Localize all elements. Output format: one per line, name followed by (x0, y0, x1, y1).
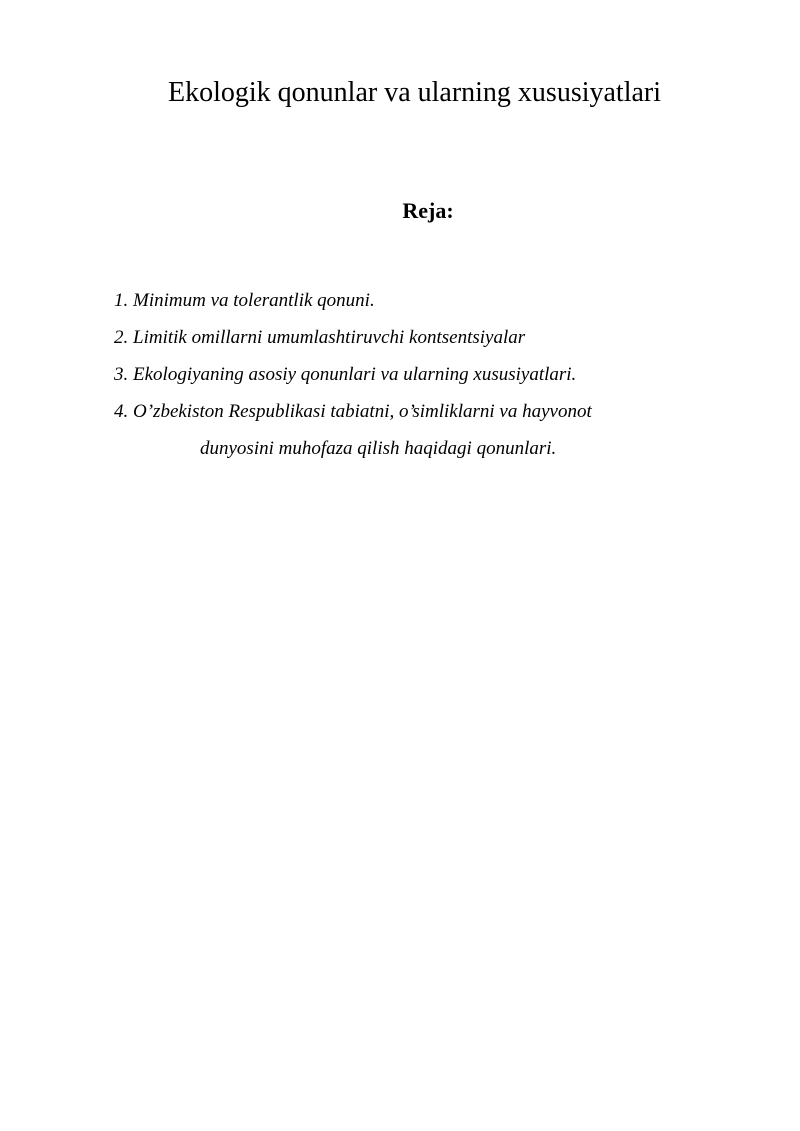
plan-item-text: 3. Ekologiyaning asosiy qonunlari va ularning xususiyatlari. (114, 364, 577, 385)
plan-item (114, 393, 592, 467)
plan-item (114, 356, 592, 393)
plan-item-text: 1. Minimum va tolerantlik qonuni. (114, 290, 375, 311)
plan-item (114, 319, 592, 356)
plan-heading: Reja: (402, 198, 454, 223)
plan-list (114, 282, 592, 467)
plan-item-continuation: dunyosini muhofaza qilish haqidagi qonunlari. (200, 438, 557, 459)
plan-item-text: 2. Limitik omillarni umumlashtiruvchi kontsentsiyalar (114, 327, 526, 348)
plan-item (114, 282, 592, 319)
plan-item-text: 4. O’zbekiston Respublikasi tabiatni, o’simliklarni va hayvonot (114, 401, 592, 422)
document-title: Ekologik qonunlar va ularning xususiyatlari (168, 77, 662, 108)
